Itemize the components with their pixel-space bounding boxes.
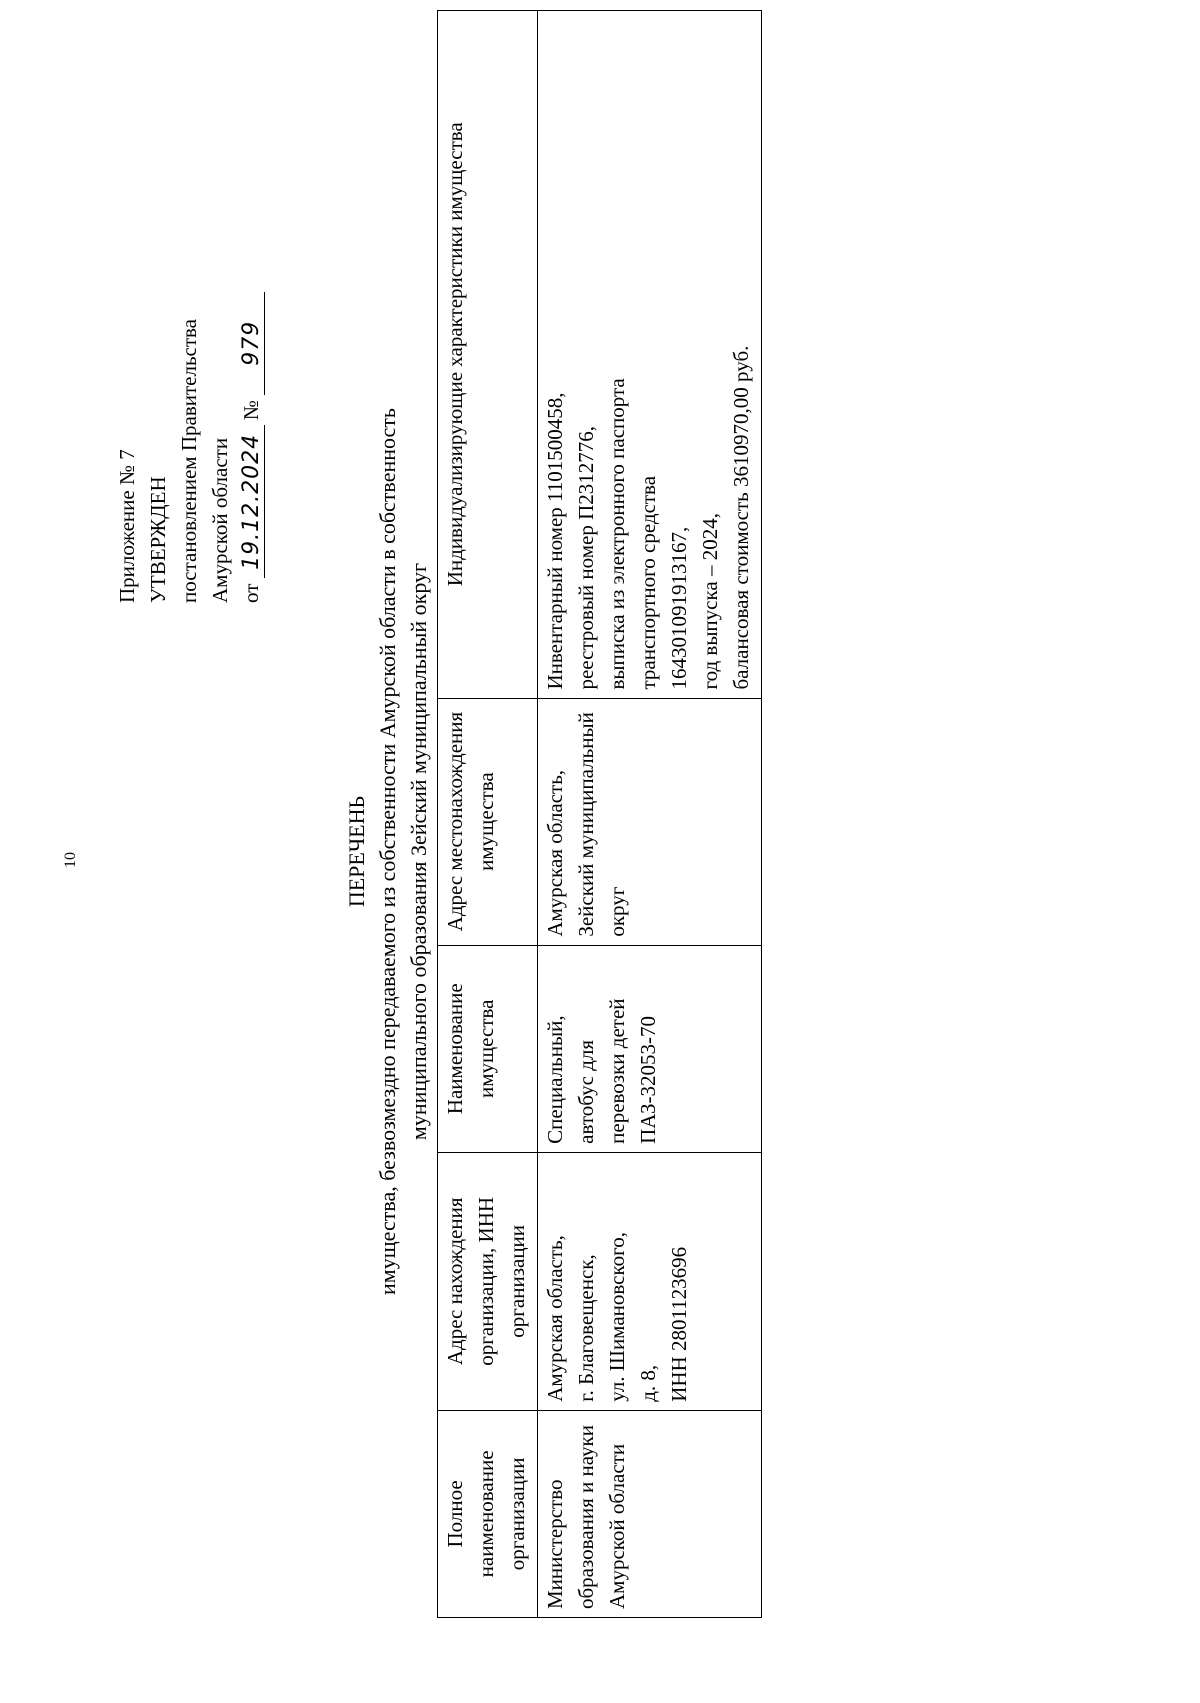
table-row — [538, 11, 762, 1618]
header-characteristics: Индивидуализирующие характеристики имущества — [438, 11, 538, 699]
resolution-line-2: Амурской области — [208, 437, 232, 603]
header-org-address: Адрес нахождения организации, ИНН организации — [438, 1152, 538, 1410]
characteristic-line: реестровый номер П2312776, — [574, 425, 598, 690]
property-table — [437, 10, 762, 1618]
approved-label: УТВЕРЖДЕН — [146, 476, 170, 603]
characteristic-line: 164301091913167, — [667, 526, 691, 690]
org-address-line: Амурская область, — [543, 1235, 567, 1402]
header-org-name: Полное наименование организации — [438, 1410, 538, 1617]
date-field — [239, 425, 265, 578]
cell-org-address — [538, 1152, 762, 1410]
org-inn: ИНН 2801123696 — [667, 1246, 691, 1402]
characteristic-line: Инвентарный номер 1101500458, — [543, 392, 567, 690]
date-prefix: от — [239, 583, 263, 603]
resolution-line-1: постановлением Правительства — [177, 318, 201, 603]
number-field — [239, 292, 265, 395]
cell-characteristics — [538, 11, 762, 699]
org-address-line: д. 8, — [636, 1364, 660, 1402]
header-property-address: Адрес местонахождения имущества — [438, 698, 538, 945]
table-header-row — [438, 11, 538, 1618]
approval-block — [112, 292, 267, 603]
document-title — [341, 0, 434, 1703]
cell-property-name: Специальный, автобус для перевозки детей ПАЗ-32053-70 — [538, 945, 762, 1152]
title-heading: ПЕРЕЧЕНЬ — [344, 795, 369, 908]
org-address-line: ул. Шимановского, — [605, 1232, 629, 1402]
characteristic-line: балансовая стоимость 3610970,00 руб. — [729, 345, 753, 690]
characteristic-line: транспортного средства — [636, 475, 660, 690]
handwritten-number: 979 — [239, 320, 264, 366]
characteristic-line: год выпуска – 2024, — [698, 513, 722, 690]
title-subtitle: имущества, безвозмездно передаваемого из собственности Амурской области в собственность муниципального образования Зейский муниципальный округ — [375, 408, 431, 1295]
cell-org-name: Министерство образования и науки Амурской области — [538, 1410, 762, 1617]
appendix-label: Приложение № 7 — [115, 449, 139, 603]
approval-date-line — [236, 292, 267, 603]
characteristic-line: выписка из электронного паспорта — [605, 378, 629, 690]
org-address-line: г. Благовещенск, — [574, 1254, 598, 1402]
header-property-name: Наименование имущества — [438, 945, 538, 1152]
cell-property-address: Амурская область, Зейский муниципальный округ — [538, 698, 762, 945]
number-label: № — [239, 400, 263, 421]
page-number: 10 — [62, 852, 79, 868]
handwritten-date: 19.12.2024 — [239, 433, 264, 570]
